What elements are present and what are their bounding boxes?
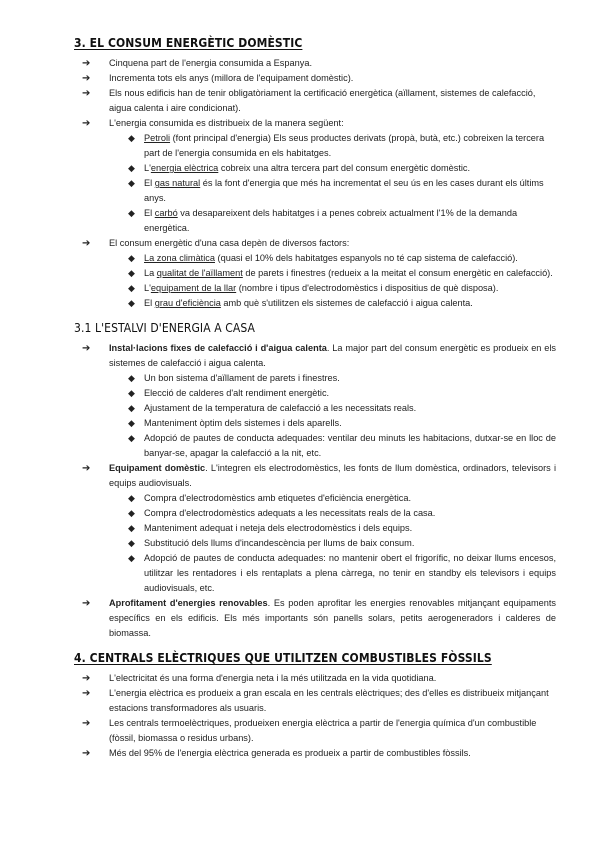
list-item: ◆ L'energia elèctrica cobreix una altra tercera part del consum energètic domèstic. — [74, 161, 556, 176]
list-item: ◆ Compra d'electrodomèstics adequats a les necessitats reals de la casa. — [74, 506, 556, 521]
consumption-factors-list — [109, 251, 556, 311]
list-item: ➔ Els nous edificis han de tenir obligatòriament la certificació energètica (aïllament, sistemes de calefacció, aigua calenta i aire condicionat). — [82, 88, 536, 113]
list-item: ◆ L'equipament de la llar (nombre i tipus d'electrodomèstics i dispositius de què disposa). — [74, 281, 556, 296]
equipment-tips-list — [109, 491, 556, 596]
list-item: ◆ La qualitat de l'aïllament de parets i finestres (redueix a la meitat el consum energètic en calefacció). — [74, 266, 556, 281]
section-3-1 — [74, 321, 556, 641]
diamond-icon: ◆ — [128, 373, 135, 383]
arrow-icon: ➔ — [82, 598, 91, 609]
arrow-icon: ➔ — [82, 718, 91, 729]
list-item: ◆ Un bon sistema d'aïllament de parets i finestres. — [74, 371, 556, 386]
list-item: ➔ Equipament domèstic. L'integren els electrodomèstics, les fonts de llum domèstica, ordinadors, televisors i equips audiovisuals. ◆ Compra d'electrodomèstics amb etiquetes d'eficiència energètica. ◆ Compra d'electrodomèstics adequats a les necessitats reals de la casa. ◆ Manteniment adequat i neteja dels electrodomèstics i dels equips. ◆ Substitució dels llums d'incandescència per llums de baix consum. ◆ Adopció de pautes de conducta adequades: no mantenir obert el frigorífic, no deixar llums encesos, utilitzar les rentadores i els rentaplats a plena càrrega, no tenir en standby els televisors i equips audiovisuals, etc. — [74, 461, 556, 596]
diamond-icon: ◆ — [128, 298, 135, 308]
section-3-list — [74, 56, 556, 311]
diamond-icon: ◆ — [128, 253, 135, 263]
list-item: ◆ Manteniment adequat i neteja dels electrodomèstics i dels equips. — [74, 521, 556, 536]
heating-tips-list — [109, 371, 556, 461]
arrow-icon: ➔ — [82, 88, 91, 99]
section-3-1-title: 3.1 L'ESTALVI D'ENERGIA A CASA — [74, 321, 256, 335]
list-item: ◆ Petroli (font principal d'energia) Els seus productes derivats (propà, butà, etc.) cobreixen la tercera part de l'energia consumida en els habitatges. — [128, 133, 545, 158]
energy-distribution-list — [109, 131, 556, 236]
list-item: ➔ Instal·lacions fixes de calefacció i d'aigua calenta. La major part del consum energètic es produeix en els sistemes de calefacció i aigua calenta. ◆ Un bon sistema d'aïllament de parets i finestres. ◆ Elecció de calderes d'alt rendiment energètic. ◆ Ajustament de la temperatura de calefacció a les necessitats reals. ◆ Manteniment òptim dels sistemes i dels aparells. ◆ Adopció de pautes de conducta adequades: ventilar deu minuts les habitacions, dutxar-se en lloc de banyar-se, apagar la calefacció a la nit, etc. — [74, 341, 556, 461]
arrow-icon: ➔ — [82, 343, 91, 354]
list-item: ➔ Més del 95% de l'energia elèctrica generada es produeix a partir de combustibles fòssils. — [82, 748, 471, 759]
arrow-icon: ➔ — [82, 673, 91, 684]
arrow-icon: ➔ — [82, 238, 91, 249]
arrow-icon: ➔ — [82, 73, 91, 84]
arrow-icon: ➔ — [82, 688, 91, 699]
list-item: ➔ L'energia consumida es distribueix de la manera següent: ◆ Petroli (font principal d'energia) Els seus productes derivats (propà, butà, etc.) cobreixen la tercera part de l'energia consumida en els habitatges. ◆ L'energia elèctrica cobreix una altra tercera part del consum energètic domèstic. ◆ El gas natural és la font d'energia que més ha incrementat el seu ús en les cases durant els últims anys. ◆ El carbó va desapareixent dels habitatges i a penes cobreix actualment l'1% de la demanda energètica. — [74, 116, 556, 236]
section-4-title: 4. CENTRALS ELÈCTRIQUES QUE UTILITZEN COMBUSTIBLES FÒSSILS — [74, 651, 492, 665]
arrow-icon: ➔ — [82, 118, 91, 129]
diamond-icon: ◆ — [128, 268, 135, 278]
arrow-icon: ➔ — [82, 748, 91, 759]
list-item: ◆ El carbó va desapareixent dels habitatges i a penes cobreix actualment l'1% de la demanda energètica. — [128, 208, 518, 233]
list-item: ➔ Les centrals termoelèctriques, produeixen energia elèctrica a partir de l'energia química d'un combustible (fòssil, biomassa o residus urbans). — [82, 718, 537, 743]
list-item: ➔ Aprofitament d'energies renovables. Es poden aprofitar les energies renovables mitjançant equipaments específics en els edificis. Els més importants són panells solars, petits aerogeneradors i calderes de biomassa. — [82, 598, 556, 638]
list-item: ◆ Manteniment òptim dels sistemes i dels aparells. — [74, 416, 556, 431]
section-4 — [74, 651, 556, 761]
list-item: ◆ Substitució dels llums d'incandescència per llums de baix consum. — [74, 536, 556, 551]
list-item: ◆ Adopció de pautes de conducta adequades: no mantenir obert el frigorífic, no deixar llums encesos, utilitzar les rentadores i els rentaplats a plena càrrega, no tenir en standby els televisors i equips audiovisuals, etc. — [128, 553, 556, 593]
diamond-icon: ◆ — [128, 418, 135, 428]
list-item: ◆ El gas natural és la font d'energia que més ha incrementat el seu ús en les cases durant els últims anys. — [128, 178, 544, 203]
diamond-icon: ◆ — [128, 523, 135, 533]
list-item: ◆ El grau d'eficiència amb què s'utilitzen els sistemes de calefacció i aigua calenta. — [74, 296, 556, 311]
list-item: ◆ Elecció de calderes d'alt rendiment energètic. — [74, 386, 556, 401]
diamond-icon: ◆ — [128, 538, 135, 548]
diamond-icon: ◆ — [128, 553, 135, 563]
diamond-icon: ◆ — [128, 163, 135, 173]
list-item: ◆ Adopció de pautes de conducta adequades: ventilar deu minuts les habitacions, dutxar-se en lloc de banyar-se, apagar la calefacció a la nit, etc. — [128, 433, 556, 458]
list-item: ➔ L'energia elèctrica es produeix a gran escala en les centrals elèctriques; des d'elles es distribueix mitjançant estacions transformadores als usuaris. — [82, 688, 549, 713]
diamond-icon: ◆ — [128, 208, 135, 218]
list-item: ➔ L'electricitat és una forma d'energia neta i la més utilitzada en la vida quotidiana. — [82, 673, 437, 684]
list-item: ➔ Cinquena part de l'energia consumida a Espanya. — [82, 58, 312, 69]
section-3 — [74, 36, 556, 311]
diamond-icon: ◆ — [128, 403, 135, 413]
list-item: ➔ Incrementa tots els anys (millora de l'equipament domèstic). — [82, 73, 354, 84]
diamond-icon: ◆ — [128, 133, 135, 143]
diamond-icon: ◆ — [128, 388, 135, 398]
list-item: ◆ La zona climàtica (quasi el 10% dels habitatges espanyols no té cap sistema de calefacció). — [74, 251, 556, 266]
list-item: ◆ Ajustament de la temperatura de calefacció a les necessitats reals. — [74, 401, 556, 416]
section-3-1-list — [74, 341, 556, 641]
section-4-list — [74, 671, 556, 761]
list-item: ➔ El consum energètic d'una casa depèn de diversos factors: ◆ La zona climàtica (quasi el 10% dels habitatges espanyols no té cap sistema de calefacció). ◆ La qualitat de l'aïllament de parets i finestres (redueix a la meitat el consum energètic en calefacció). ◆ L'equipament de la llar (nombre i tipus d'electrodomèstics i dispositius de què disposa). ◆ El grau d'eficiència amb què s'utilitzen els sistemes de calefacció i aigua calenta. — [74, 236, 556, 311]
arrow-icon: ➔ — [82, 58, 91, 69]
diamond-icon: ◆ — [128, 493, 135, 503]
diamond-icon: ◆ — [128, 283, 135, 293]
list-item: ◆ Compra d'electrodomèstics amb etiquetes d'eficiència energètica. — [74, 491, 556, 506]
section-3-title: 3. EL CONSUM ENERGÈTIC DOMÈSTIC — [74, 36, 303, 50]
diamond-icon: ◆ — [128, 178, 135, 188]
arrow-icon: ➔ — [82, 463, 91, 474]
diamond-icon: ◆ — [128, 433, 135, 443]
diamond-icon: ◆ — [128, 508, 135, 518]
